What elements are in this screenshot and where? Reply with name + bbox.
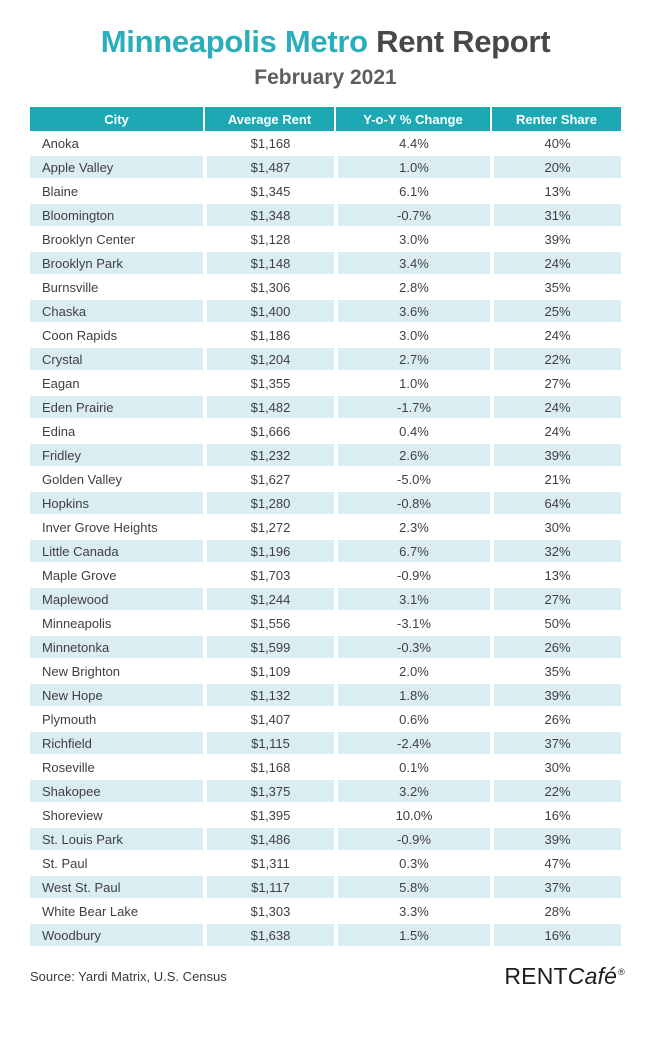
yoy-change-cell: -0.9%: [334, 563, 490, 587]
yoy-change-cell: 2.8%: [334, 275, 490, 299]
city-cell: Eagan: [30, 371, 203, 395]
yoy-change-cell: -2.4%: [334, 731, 490, 755]
yoy-change-cell: 1.0%: [334, 371, 490, 395]
rentcafe-logo: [504, 963, 625, 990]
table-row: [30, 803, 621, 827]
table-row: [30, 371, 621, 395]
yoy-change-cell: 2.0%: [334, 659, 490, 683]
renter-share-cell: 50%: [490, 611, 621, 635]
table-row: [30, 875, 621, 899]
table-row: [30, 419, 621, 443]
column-header-city: City: [30, 107, 203, 131]
table-row: [30, 683, 621, 707]
average-rent-cell: $1,638: [203, 923, 334, 947]
yoy-change-cell: -5.0%: [334, 467, 490, 491]
page-title: [0, 24, 651, 60]
city-cell: Shoreview: [30, 803, 203, 827]
renter-share-cell: 27%: [490, 371, 621, 395]
yoy-change-cell: 3.4%: [334, 251, 490, 275]
average-rent-cell: $1,186: [203, 323, 334, 347]
average-rent-cell: $1,306: [203, 275, 334, 299]
yoy-change-cell: 3.3%: [334, 899, 490, 923]
yoy-change-cell: 0.4%: [334, 419, 490, 443]
yoy-change-cell: 0.1%: [334, 755, 490, 779]
table-row: [30, 443, 621, 467]
table-row: [30, 563, 621, 587]
city-cell: Maple Grove: [30, 563, 203, 587]
city-cell: Little Canada: [30, 539, 203, 563]
average-rent-cell: $1,244: [203, 587, 334, 611]
renter-share-cell: 37%: [490, 731, 621, 755]
average-rent-cell: $1,556: [203, 611, 334, 635]
city-cell: Chaska: [30, 299, 203, 323]
city-cell: Blaine: [30, 179, 203, 203]
average-rent-cell: $1,486: [203, 827, 334, 851]
city-cell: New Brighton: [30, 659, 203, 683]
yoy-change-cell: 6.1%: [334, 179, 490, 203]
average-rent-cell: $1,204: [203, 347, 334, 371]
renter-share-cell: 27%: [490, 587, 621, 611]
yoy-change-cell: 3.6%: [334, 299, 490, 323]
city-cell: St. Paul: [30, 851, 203, 875]
renter-share-cell: 32%: [490, 539, 621, 563]
yoy-change-cell: 6.7%: [334, 539, 490, 563]
title-accent: Minneapolis Metro: [100, 24, 368, 59]
table-row: [30, 707, 621, 731]
average-rent-cell: $1,348: [203, 203, 334, 227]
table-body: [30, 131, 621, 947]
table-row: [30, 827, 621, 851]
table-row: [30, 731, 621, 755]
yoy-change-cell: 1.8%: [334, 683, 490, 707]
column-header-yoy-change: Y-o-Y % Change: [334, 107, 490, 131]
table-header-row: [30, 107, 621, 131]
average-rent-cell: $1,400: [203, 299, 334, 323]
yoy-change-cell: -0.9%: [334, 827, 490, 851]
average-rent-cell: $1,303: [203, 899, 334, 923]
city-cell: St. Louis Park: [30, 827, 203, 851]
renter-share-cell: 13%: [490, 179, 621, 203]
yoy-change-cell: -0.3%: [334, 635, 490, 659]
table-row: [30, 587, 621, 611]
table-row: [30, 635, 621, 659]
renter-share-cell: 20%: [490, 155, 621, 179]
yoy-change-cell: 2.6%: [334, 443, 490, 467]
renter-share-cell: 22%: [490, 779, 621, 803]
table-row: [30, 923, 621, 947]
yoy-change-cell: 3.2%: [334, 779, 490, 803]
city-cell: Minnetonka: [30, 635, 203, 659]
renter-share-cell: 22%: [490, 347, 621, 371]
average-rent-cell: $1,482: [203, 395, 334, 419]
average-rent-cell: $1,703: [203, 563, 334, 587]
city-cell: Shakopee: [30, 779, 203, 803]
logo-cafe-text: Café: [567, 963, 618, 989]
table-row: [30, 227, 621, 251]
renter-share-cell: 35%: [490, 275, 621, 299]
renter-share-cell: 35%: [490, 659, 621, 683]
city-cell: Minneapolis: [30, 611, 203, 635]
average-rent-cell: $1,168: [203, 131, 334, 155]
renter-share-cell: 24%: [490, 395, 621, 419]
city-cell: Golden Valley: [30, 467, 203, 491]
yoy-change-cell: 3.1%: [334, 587, 490, 611]
table-row: [30, 611, 621, 635]
average-rent-cell: $1,355: [203, 371, 334, 395]
table-row: [30, 299, 621, 323]
city-cell: West St. Paul: [30, 875, 203, 899]
table-row: [30, 539, 621, 563]
yoy-change-cell: -1.7%: [334, 395, 490, 419]
renter-share-cell: 26%: [490, 635, 621, 659]
logo-rent-text: RENT: [504, 963, 568, 989]
city-cell: Eden Prairie: [30, 395, 203, 419]
table-header: [30, 107, 621, 131]
renter-share-cell: 16%: [490, 803, 621, 827]
yoy-change-cell: 2.7%: [334, 347, 490, 371]
yoy-change-cell: -0.7%: [334, 203, 490, 227]
table-row: [30, 155, 621, 179]
renter-share-cell: 30%: [490, 755, 621, 779]
registered-trademark-icon: ®: [618, 967, 625, 978]
city-cell: Brooklyn Park: [30, 251, 203, 275]
renter-share-cell: 64%: [490, 491, 621, 515]
table-row: [30, 251, 621, 275]
average-rent-cell: $1,168: [203, 755, 334, 779]
average-rent-cell: $1,115: [203, 731, 334, 755]
average-rent-cell: $1,666: [203, 419, 334, 443]
table-row: [30, 851, 621, 875]
city-cell: New Hope: [30, 683, 203, 707]
table-row: [30, 515, 621, 539]
average-rent-cell: $1,117: [203, 875, 334, 899]
average-rent-cell: $1,487: [203, 155, 334, 179]
table-row: [30, 131, 621, 155]
table-row: [30, 395, 621, 419]
city-cell: Hopkins: [30, 491, 203, 515]
yoy-change-cell: 3.0%: [334, 323, 490, 347]
average-rent-cell: $1,132: [203, 683, 334, 707]
renter-share-cell: 39%: [490, 683, 621, 707]
average-rent-cell: $1,311: [203, 851, 334, 875]
city-cell: Bloomington: [30, 203, 203, 227]
title-rest: Rent Report: [376, 24, 551, 59]
table-row: [30, 899, 621, 923]
report-subtitle: February 2021: [254, 66, 397, 89]
table-row: [30, 491, 621, 515]
average-rent-cell: $1,627: [203, 467, 334, 491]
table-row: [30, 347, 621, 371]
yoy-change-cell: 10.0%: [334, 803, 490, 827]
table-row: [30, 275, 621, 299]
average-rent-cell: $1,375: [203, 779, 334, 803]
renter-share-cell: 47%: [490, 851, 621, 875]
renter-share-cell: 39%: [490, 227, 621, 251]
table-row: [30, 467, 621, 491]
city-cell: Fridley: [30, 443, 203, 467]
city-cell: Richfield: [30, 731, 203, 755]
renter-share-cell: 30%: [490, 515, 621, 539]
rent-report: [0, 24, 651, 990]
city-cell: Brooklyn Center: [30, 227, 203, 251]
table-row: [30, 779, 621, 803]
renter-share-cell: 39%: [490, 827, 621, 851]
yoy-change-cell: 3.0%: [334, 227, 490, 251]
renter-share-cell: 16%: [490, 923, 621, 947]
average-rent-cell: $1,407: [203, 707, 334, 731]
renter-share-cell: 28%: [490, 899, 621, 923]
renter-share-cell: 21%: [490, 467, 621, 491]
renter-share-cell: 39%: [490, 443, 621, 467]
renter-share-cell: 40%: [490, 131, 621, 155]
city-cell: Plymouth: [30, 707, 203, 731]
city-cell: Maplewood: [30, 587, 203, 611]
average-rent-cell: $1,232: [203, 443, 334, 467]
renter-share-cell: 13%: [490, 563, 621, 587]
average-rent-cell: $1,395: [203, 803, 334, 827]
renter-share-cell: 24%: [490, 251, 621, 275]
yoy-change-cell: 4.4%: [334, 131, 490, 155]
city-cell: Crystal: [30, 347, 203, 371]
city-cell: Edina: [30, 419, 203, 443]
yoy-change-cell: 0.6%: [334, 707, 490, 731]
city-cell: Inver Grove Heights: [30, 515, 203, 539]
renter-share-cell: 37%: [490, 875, 621, 899]
table-row: [30, 755, 621, 779]
source-note: Source: Yardi Matrix, U.S. Census: [30, 969, 227, 984]
renter-share-cell: 26%: [490, 707, 621, 731]
average-rent-cell: $1,345: [203, 179, 334, 203]
yoy-change-cell: 1.0%: [334, 155, 490, 179]
average-rent-cell: $1,148: [203, 251, 334, 275]
renter-share-cell: 24%: [490, 323, 621, 347]
average-rent-cell: $1,280: [203, 491, 334, 515]
yoy-change-cell: 0.3%: [334, 851, 490, 875]
renter-share-cell: 25%: [490, 299, 621, 323]
renter-share-cell: 31%: [490, 203, 621, 227]
table-row: [30, 203, 621, 227]
city-cell: Apple Valley: [30, 155, 203, 179]
city-cell: White Bear Lake: [30, 899, 203, 923]
city-cell: Burnsville: [30, 275, 203, 299]
table-row: [30, 179, 621, 203]
yoy-change-cell: 5.8%: [334, 875, 490, 899]
city-cell: Roseville: [30, 755, 203, 779]
city-cell: Woodbury: [30, 923, 203, 947]
yoy-change-cell: 2.3%: [334, 515, 490, 539]
column-header-renter-share: Renter Share: [490, 107, 621, 131]
report-footer: [30, 963, 625, 990]
table-row: [30, 323, 621, 347]
average-rent-cell: $1,599: [203, 635, 334, 659]
average-rent-cell: $1,196: [203, 539, 334, 563]
yoy-change-cell: -3.1%: [334, 611, 490, 635]
renter-share-cell: 24%: [490, 419, 621, 443]
city-cell: Anoka: [30, 131, 203, 155]
table-row: [30, 659, 621, 683]
rent-table: [30, 107, 621, 947]
yoy-change-cell: -0.8%: [334, 491, 490, 515]
column-header-average-rent: Average Rent: [203, 107, 334, 131]
city-cell: Coon Rapids: [30, 323, 203, 347]
yoy-change-cell: 1.5%: [334, 923, 490, 947]
average-rent-cell: $1,109: [203, 659, 334, 683]
average-rent-cell: $1,128: [203, 227, 334, 251]
average-rent-cell: $1,272: [203, 515, 334, 539]
